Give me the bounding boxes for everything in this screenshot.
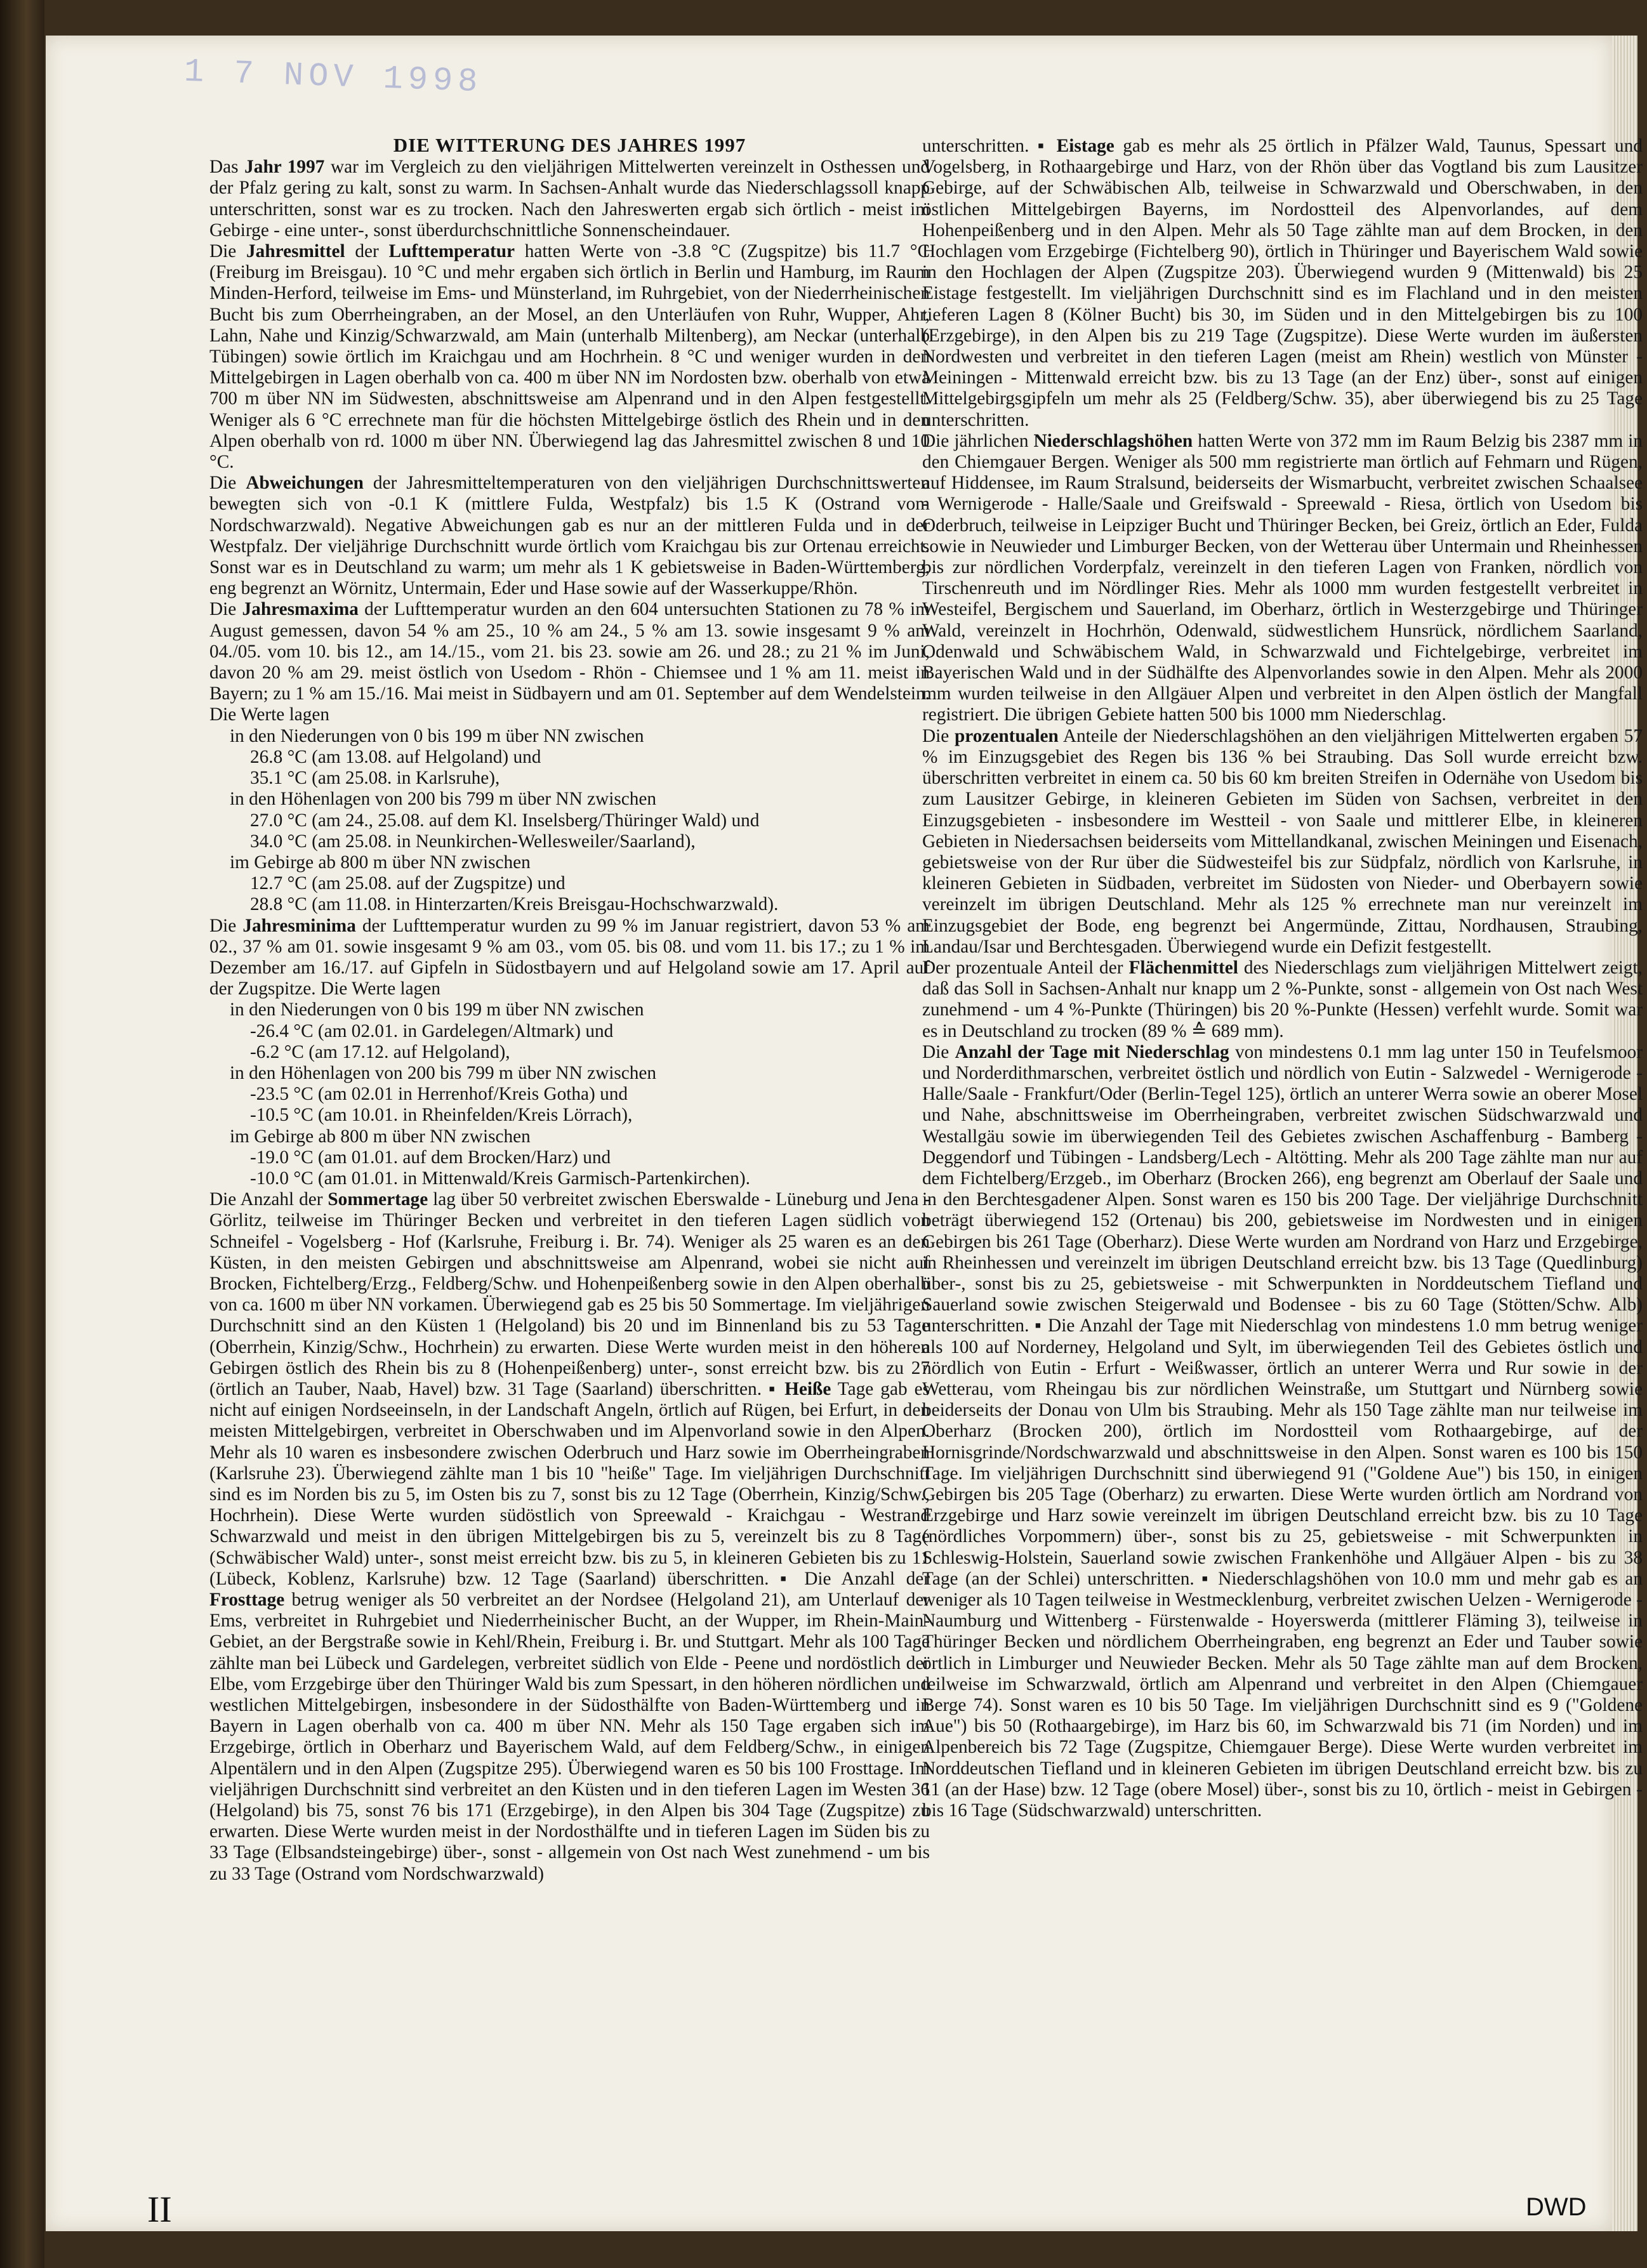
book-spine: [0, 0, 44, 2268]
value-line: im Gebirge ab 800 m über NN zwischen: [230, 1126, 531, 1147]
value-line: in den Höhenlagen von 200 bis 799 m über NN zwischen: [230, 1062, 657, 1083]
paragraph: Die Abweichungen der Jahresmitteltemperaturen von den vieljährigen Durchschnittswerten bewegten sich von -0.1 K (mittlere Fulda, Westpfalz) bis 1.5 K (Ostrand vom Nordschwarzwald). Negative Abweichungen gab es nur an der mittleren Fulda und in der Westpfalz. Der vieljährige Durchschnitt wurde örtlich vom Kraichgau bis zur Ortenau erreicht. Sonst war es in Deutschland zu warm; um mehr als 1 K gebietsweise in Baden-Württemberg, eng begrenzt an Wörnitz, Untermain, Eder und Hase sowie auf der Wasserkuppe/Rhön.: [209, 473, 930, 599]
right-column-body: [922, 136, 1643, 1821]
value-line: 26.8 °C (am 13.08. auf Helgoland) und: [250, 746, 541, 767]
value-line: 27.0 °C (am 24., 25.08. auf dem Kl. Inselsberg/Thüringer Wald) und: [250, 810, 760, 831]
page-number: II: [147, 2189, 172, 2230]
article-title: DIE WITTERUNG DES JAHRES 1997: [393, 134, 746, 156]
value-line: 28.8 °C (am 11.08. in Hinterzarten/Kreis Breisgau-Hochschwarzwald).: [250, 894, 779, 915]
paragraph: Der prozentuale Anteil der Flächenmittel des Niederschlags zum vieljährigen Mittelwert zeigt, daß das Soll in Sachsen-Anhalt nur knapp um 2 %-Punkte, sonst - allgemein von Ost nach West zunehmend - um 4 %-Punkte (Thüringen) bis 20 %-Punkte (Hessen) verfehlt wurde. Somit war es in Deutschland zu trocken (89 % ≙ 689 mm).: [922, 957, 1643, 1041]
paragraph: Die Jahresminima der Lufttemperatur wurden zu 99 % im Januar registriert, davon 53 % am 02., 37 % am 01. sowie insgesamt 9 % am 03., vom 05. bis 08. und vom 11. bis 17.; zu 1 % im Dezember am 16./17. auf Gipfeln in Südostbayern und auf Helgoland sowie am 17. April auf der Zugspitze. Die Werte lagen: [209, 915, 930, 999]
value-line: -6.2 °C (am 17.12. auf Helgoland),: [250, 1041, 510, 1062]
paragraph: Die prozentualen Anteile der Niederschlagshöhen an den vieljährigen Mittelwerten ergaben 57 % im Einzugsgebiet des Regen bis 136 % bei Straubing. Das Soll wurde erreicht bzw. überschritten verbreitet in einem ca. 50 bis 60 km breiten Streifen in Odernähe von Usedom bis zum Lausitzer Gebirge, in kleineren Gebieten im Süden von Sachsen, verbreitet in den Einzugsgebieten - insbesondere im Westteil - von Saale und mittlerer Elbe, in kleineren Gebieten in Niedersachsen beiderseits vom Mittellandkanal, zwischen Meiningen und Eisenach, gebietsweise von der Rur über die Südwesteifel bis zur Südpfalz, nördlich von Karlsruhe, in kleineren Gebieten in Südbaden, verbreitet im Südosten von Nieder- und Oberbayern sowie vereinzelt im übrigen Deutschland. Mehr als 125 % errechnete man nur vereinzelt im Einzugsgebiet der Bode, eng begrenzt bei Angermünde, Zittau, Nordhausen, Straubing, Landau/Isar und Berchtesgaden. Überwiegend wurde ein Defizit festgestellt.: [922, 725, 1643, 957]
publisher-mark: DWD: [1526, 2193, 1587, 2221]
paragraph: Die jährlichen Niederschlagshöhen hatten Werte von 372 mm im Raum Belzig bis 2387 mm in den Chiemgauer Bergen. Weniger als 500 mm registrierte man örtlich auf Fehmarn und Rügen, auf Hiddensee, im Raum Stralsund, beiderseits der Wismarbucht, verbreitet zwischen Schaalsee - Wernigerode - Halle/Saale und Greifswald - Spreewald - Riesa, örtlich von Usedom bis Oderbruch, teilweise in Leipziger Bucht und Thüringer Becken, bei Greiz, örtlich an Eder, Fulda sowie in Neuwieder und Limburger Becken, von der Wetterau über Untermain und Rheinhessen bis zur nördlichen Vorderpfalz, vereinzelt in den tieferen Lagen von Franken, nördlich von Tirschenreuth und im Nördlinger Ries. Mehr als 1000 mm wurden festgestellt verbreitet in Westeifel, Bergischem und Sauerland, im Oberharz, örtlich in Westerzgebirge und Thüringer Wald, vereinzelt in Hochrhön, Odenwald, südwestlichem Hunsrück, nördlichem Saarland, Odenwald und Schwäbischem Wald, in Schwarzwald und Fichtelgebirge, verbreitet im Bayerischen Wald und in der Südhälfte des Alpenvorlandes sowie in den Alpen. Mehr als 2000 mm wurden teilweise in den Allgäuer Alpen und verbreitet in den Alpen östlich der Mangfall registriert. Die übrigen Gebiete hatten 500 bis 1000 mm Niederschlag.: [922, 430, 1643, 725]
value-line: -23.5 °C (am 02.01 in Herrenhof/Kreis Gotha) und: [250, 1084, 628, 1105]
value-line: in den Niederungen von 0 bis 199 m über NN zwischen: [230, 999, 644, 1020]
paragraph: unterschritten. ▪ Eistage gab es mehr als 25 örtlich in Pfälzer Wald, Taunus, Spessart und Vogelsberg, in Rothaargebirge und Harz, von der Rhön über das Vogtland bis zum Lausitzer Gebirge, auf der Schwäbischen Alb, teilweise in Schwarzwald und Oberschwaben, in den östlichen Mittelgebirgen Bayerns, im Nordostteil des Alpenvorlandes, auf dem Hohenpeißenberg und in den Alpen. Mehr als 50 Tage zählte man auf dem Brocken, in den Hochlagen vom Erzgebirge (Fichtelberg 90), örtlich in Thüringer und Bayerischem Wald sowie in den Hochlagen der Alpen (Zugspitze 203). Überwiegend wurden 9 (Mittenwald) bis 25 Eistage festgestellt. Im vieljährigen Durchschnitt sind es im Flachland und in den meisten tieferen Lagen 8 (Kölner Bucht) bis 30, im Süden und in den Mittelgebirgen bis zu 100 (Erzgebirge), in den Alpen bis zu 219 Tage (Zugspitze). Diese Werte wurden im äußersten Nordwesten und verbreitet in den tieferen Lagen (meist am Rhein) westlich von Münster - Meiningen - Mittenwald erreicht bzw. bis zu 13 Tage (an der Enz) über-, sonst auf einigen Mittelgebirgsgipfeln um mehr als 25 (Feldberg/Schw. 35), aber überwiegend bis zu 25 Tage unterschritten.: [922, 136, 1643, 430]
value-line: -10.5 °C (am 10.01. in Rheinfelden/Kreis Lörrach),: [250, 1105, 633, 1126]
right-column: [922, 136, 1643, 1821]
paragraph: Die Jahresmittel der Lufttemperatur hatten Werte von -3.8 °C (Zugspitze) bis 11.7 °C (Freiburg im Breisgau). 10 °C und mehr ergaben sich örtlich in Berlin und Hamburg, im Raum Minden-Herford, teilweise im Ems- und Münsterland, im Ruhrgebiet, von der Niederrheinischen Bucht bis zum Oberrheingraben, an der Mosel, an den Unterläufen von Ruhr, Wupper, Ahr, Lahn, Nahe und Kinzig/Schwarzwald, am Main (unterhalb Miltenberg), am Neckar (unterhalb Tübingen) sowie örtlich im Kraichgau und am Hochrhein. 8 °C und weniger wurden in den Mittelgebirgen in Lagen oberhalb von ca. 400 m über NN im Nordosten bzw. oberhalb von etwa 700 m über NN im Südwesten, abschnittsweise am Alpenrand und in den Alpen festgestellt. Weniger als 6 °C errechnete man für die höchsten Mittelgebirge östlich des Rhein und in den Alpen oberhalb von rd. 1000 m über NN. Überwiegend lag das Jahresmittel zwischen 8 und 10 °C.: [209, 241, 930, 473]
paragraph: Die Jahresmaxima der Lufttemperatur wurden an den 604 untersuchten Stationen zu 78 % im August gemessen, davon 54 % am 25., 10 % am 24., 5 % am 13. sowie insgesamt 9 % am 04./05. vom 10. bis 12., am 14./15., vom 21. bis 23. sowie am 26. und 28.; zu 21 % im Juni, davon 20 % am 29. meist östlich von Usedom - Rhön - Chiemsee und 1 % am 11. meist in Bayern; zu 1 % am 15./16. Mai meist in Südbayern und am 01. September auf dem Wendelstein. Die Werte lagen: [209, 599, 930, 725]
value-line: -10.0 °C (am 01.01. in Mittenwald/Kreis Garmisch-Partenkirchen).: [250, 1168, 750, 1189]
left-column-body: [209, 157, 930, 1885]
paragraph: Das Jahr 1997 war im Vergleich zu den vieljährigen Mittelwerten vereinzelt in Osthessen und der Pfalz gering zu kalt, sonst zu warm. In Sachsen-Anhalt wurde das Niederschlagssoll knapp unterschritten, sonst war es zu trocken. Nach den Jahreswerten ergab sich örtlich - meist im Gebirge - eine unter-, sonst überdurchschnittliche Sonnenscheindauer.: [209, 157, 930, 241]
value-line: 12.7 °C (am 25.08. auf der Zugspitze) und: [250, 873, 566, 894]
value-line: -19.0 °C (am 01.01. auf dem Brocken/Harz) und: [250, 1147, 611, 1168]
value-line: in den Niederungen von 0 bis 199 m über NN zwischen: [230, 725, 644, 746]
value-line: im Gebirge ab 800 m über NN zwischen: [230, 852, 531, 873]
value-line: 34.0 °C (am 25.08. in Neunkirchen-Wellesweiler/Saarland),: [250, 831, 696, 852]
left-column: [209, 135, 930, 1885]
paragraph: Die Anzahl der Tage mit Niederschlag von mindestens 0.1 mm lag unter 150 in Teufelsmoor und Norderdithmarschen, verbreitet östlich und nördlich von Eutin - Salzwedel - Wernigerode - Halle/Saale - Frankfurt/Oder (Berlin-Tegel 125), örtlich an unterer Werra sowie an oberer Mosel und Nahe, abschnittsweise im Oberrheingraben, verbreitet zwischen Südschwarzwald und Westallgäu sowie im überwiegenden Teil des Gebietes zwischen Aschaffenburg - Bamberg - Deggendorf und Tübingen - Landsberg/Lech - Altötting. Mehr als 200 Tage zählte man nur auf dem Fichtelberg/Erzgeb., im Oberharz (Brocken 266), eng begrenzt am Oberlauf der Saale und in den Berchtesgadener Alpen. Sonst waren es 150 bis 200 Tage. Der vieljährige Durchschnitt beträgt überwiegend 152 (Ortenau) bis 200, gebietsweise im Nordwesten und in einigen Gebirgen bis 261 Tage (Oberharz). Diese Werte wurden am Nordrand von Harz und Erzgebirge, in Rheinhessen und vereinzelt im übrigen Deutschland erreicht bzw. bis 13 Tage (Quedlinburg) über-, sonst bis zu 25, gebietsweise - mit Schwerpunkten in Norddeutschem Tiefland und Sauerland sowie zwischen Steigerwald und Bodensee - bis zu 60 Tage (Stötten/Schw. Alb) unterschritten. ▪ Die Anzahl der Tage mit Niederschlag von mindestens 1.0 mm betrug weniger als 100 auf Norderney, Helgoland und Sylt, im überwiegenden Teil des Gebietes östlich und nördlich von Eutin - Erfurt - Weißwasser, örtlich an unterer Werra und Rur sowie in der Wetterau, vom Rheingau bis zur nördlichen Weinstraße, um Stuttgart und Nürnberg sowie beiderseits der Donau von Ulm bis Straubing. Mehr als 150 Tage zählte man nur teilweise im Oberharz (Brocken 200), örtlich im Nordostteil vom Rothaargebirge, auf der Hornisgrinde/Nordschwarzwald und abschnittsweise in den Alpen. Sonst waren es 100 bis 150 Tage. Im vieljährigen Durchschnitt sind überwiegend 91 ("Goldene Aue") bis 150, in einigen Gebirgen bis 205 Tage (Oberharz) zu erwarten. Diese Werte wurden örtlich am Nordrand von Erzgebirge und Harz sowie vereinzelt im übrigen Deutschland erreicht bzw. bis zu 10 Tage (nördliches Vorpommern) über-, sonst bis zu 25, gebietsweise - mit Schwerpunkten in Schleswig-Holstein, Sauerland sowie zwischen Frankenhöhe und Allgäuer Alpen - bis zu 38 Tage (an der Schlei) unterschritten. ▪ Niederschlagshöhen von 10.0 mm und mehr gab es an weniger als 10 Tagen teilweise in Westmecklenburg, verbreitet zwischen Uelzen - Wernigerode - Naumburg und Wittenberg - Fürstenwalde - Hoyerswerda (mittlerer Fläming 3), teilweise in Thüringer Becken und nördlichem Oberrheingraben, eng begrenzt an Eder und Tauber sowie örtlich in Limburger und Neuwieder Becken. Mehr als 50 Tage zählte man auf dem Brocken, teilweise im Schwarzwald, örtlich am Alpenrand und verbreitet in den Alpen (Chiemgauer Berge 74). Sonst waren es 10 bis 50 Tage. Im vieljährigen Durchschnitt sind es 9 ("Goldene Aue") bis 50 (Rothaargebirge), im Harz bis 60, im Schwarzwald bis 71 (im Norden) und im Alpenbereich bis 72 Tage (Zugspitze, Chiemgauer Berge). Diese Werte wurden verbreitet im Norddeutschen Tiefland und in kleineren Gebieten im übrigen Deutschland erreicht bzw. bis zu 11 (an der Hase) bzw. 12 Tage (obere Mosel) über-, sonst bis zu 10, örtlich - meist in Gebirgen - bis 16 Tage (Südschwarzwald) unterschritten.: [922, 1041, 1643, 1821]
paragraph: Die Anzahl der Sommertage lag über 50 verbreitet zwischen Eberswalde - Lüneburg und Jena - Görlitz, teilweise im Thüringer Becken und verbreitet in den tieferen Lagen südlich von Schneifel - Vogelsberg - Hof (Karlsruhe, Freiburg i. Br. 74). Weniger als 25 waren es an den Küsten, in den meisten Gebirgen und abschnittsweise am Alpenrand, wobei sie nicht auf Brocken, Fichtelberg/Erzg., Feldberg/Schw. und Hohenpeißenberg sowie in den Alpen oberhalb von ca. 1600 m über NN vorkamen. Überwiegend gab es 25 bis 50 Sommertage. Im vieljährigen Durchschnitt sind an den Küsten 1 (Helgoland) bis 20 und im Binnenland bis zu 53 Tage (Oberrhein, Kinzig/Schw., Hochrhein) zu erwarten. Diese Werte wurden meist in den höheren Gebirgen östlich des Rhein bis zu 8 (Hohenpeißenberg) unter-, sonst erreicht bzw. bis zu 27 (örtlich an Tauber, Naab, Havel) bzw. 31 Tage (Saarland) überschritten. ▪ Heiße Tage gab es nicht auf einigen Nordseeinseln, in der Landschaft Angeln, örtlich auf Rügen, bei Erfurt, in den meisten Mittelgebirgen, verbreitet in Oberschwaben und im Alpenvorland sowie in den Alpen. Mehr als 10 waren es insbesondere zwischen Oderbruch und Harz sowie im Oberrheingraben (Karlsruhe 23). Überwiegend zählte man 1 bis 10 "heiße" Tage. Im vieljährigen Durchschnitt sind es im Norden bis zu 5, im Osten bis zu 7, sonst bis zu 12 Tage (Oberrhein, Kinzig/Schw., Hochrhein). Diese Werte wurden südöstlich von Spreewald - Kraichgau - Westrand Schwarzwald und meist in den übrigen Mittelgebirgen bis zu 5, vereinzelt bis zu 8 Tage (Schwäbischer Wald) unter-, sonst meist erreicht bzw. bis zu 5, in kleineren Gebieten bis zu 11 (Lübeck, Koblenz, Karlsruhe) bzw. 12 Tage (Saarland) überschritten. ▪ Die Anzahl der Frosttage betrug weniger als 50 verbreitet an der Nordsee (Helgoland 21), am Unterlauf der Ems, verbreitet in Ruhrgebiet und Niederrheinischer Bucht, an der Wupper, im Rhein-Main-Gebiet, an der Bergstraße sowie in Kehl/Rhein, Freiburg i. Br. und Stuttgart. Mehr als 100 Tage zählte man bei Lübeck und Gardelegen, verbreitet südlich von Elde - Peene und nordöstlich der Elbe, vom Erzgebirge über den Thüringer Wald bis zum Spessart, in den höheren nördlichen und westlichen Mittelgebirgen, insbesondere in der Südosthälfte von Baden-Württemberg und in Bayern in Lagen oberhalb von ca. 400 m über NN. Mehr als 150 Tage ergaben sich im Erzgebirge, örtlich in Oberharz und Bayerischem Wald, auf dem Feldberg/Schw., in einigen Alpentälern und in den Alpen (Zugspitze 295). Überwiegend waren es 50 bis 100 Frosttage. Im vieljährigen Durchschnitt sind verbreitet an den Küsten und in den tieferen Lagen im Westen 36 (Helgoland) bis 75, sonst 76 bis 171 (Erzgebirge), in den Alpen bis 304 Tage (Zugspitze) zu erwarten. Diese Werte wurden meist in der Nordosthälfte und in tieferen Lagen im Süden bis zu 33 Tage (Elbsandsteingebirge) über-, sonst - allgemein von Ost nach West zunehmend - um bis zu 33 Tage (Ostrand vom Nordschwarzwald): [209, 1189, 930, 1884]
value-line: -26.4 °C (am 02.01. in Gardelegen/Altmark) und: [250, 1020, 614, 1041]
value-line: 35.1 °C (am 25.08. in Karlsruhe),: [250, 768, 500, 789]
receipt-stamp: 1 7 NOV 1998: [183, 53, 484, 102]
value-line: in den Höhenlagen von 200 bis 799 m über NN zwischen: [230, 789, 657, 810]
